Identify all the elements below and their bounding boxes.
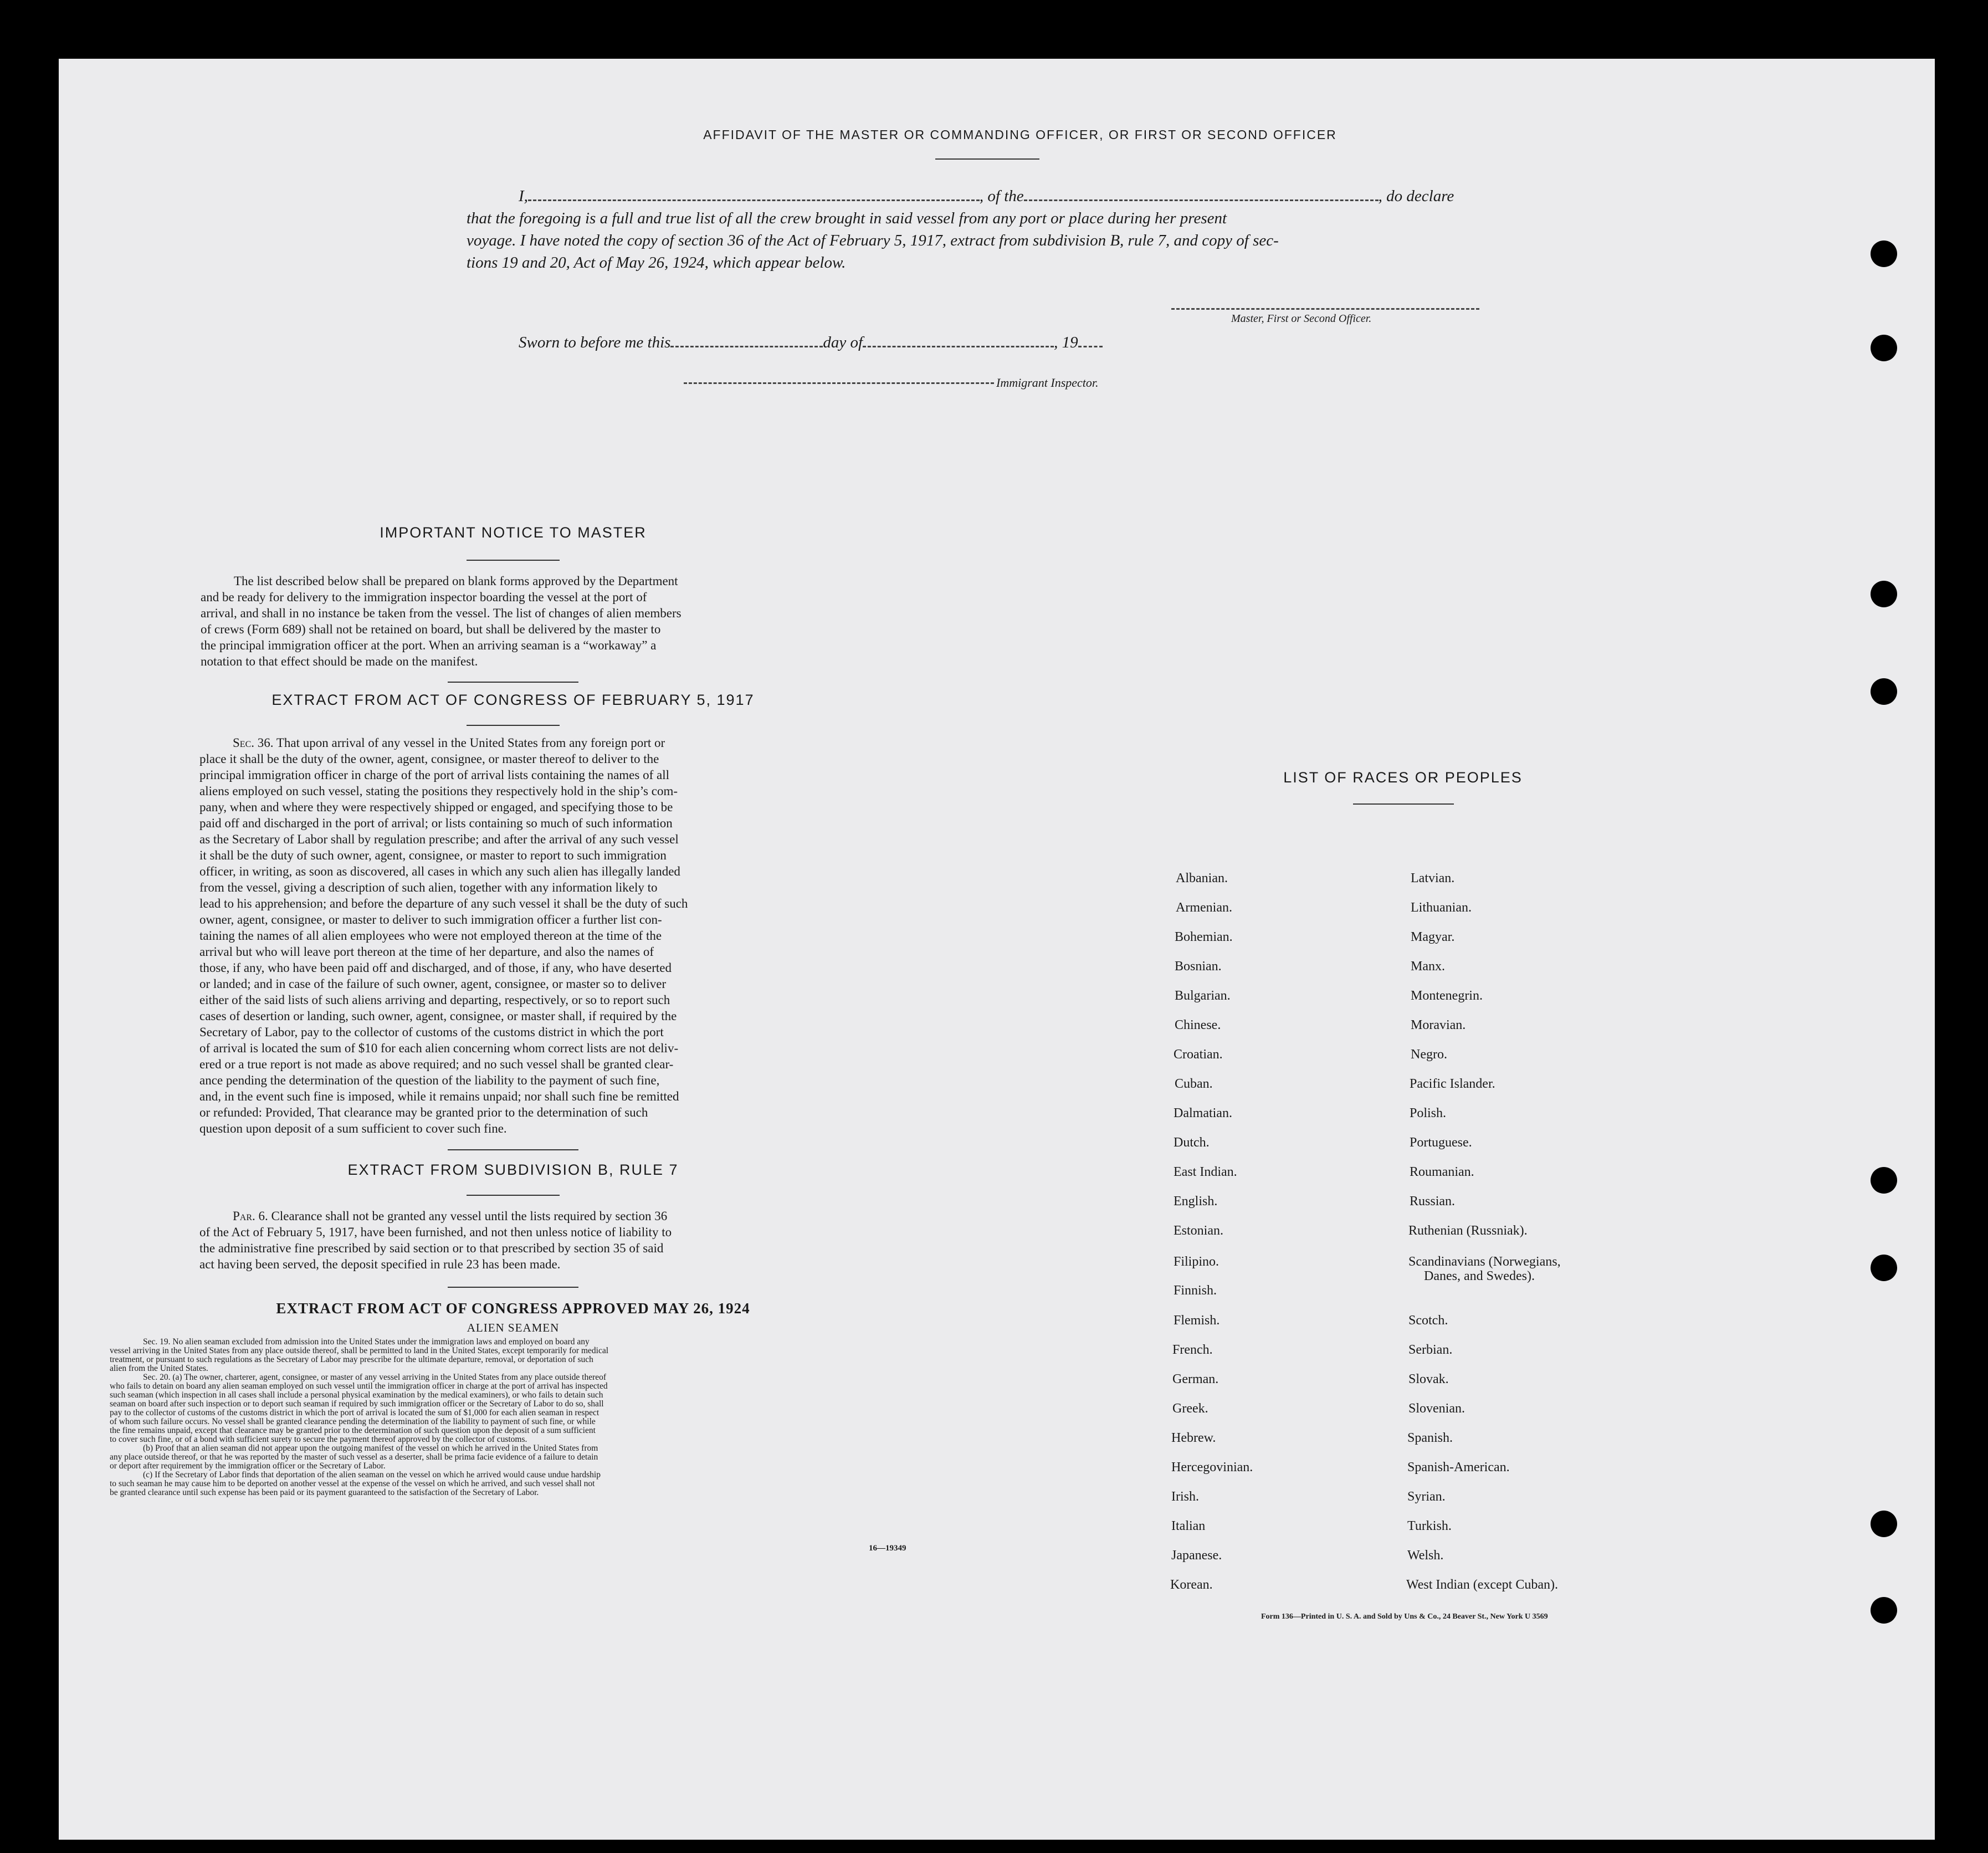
race-right: Russian. <box>1410 1194 1456 1209</box>
race-left: Estonian. <box>1174 1224 1223 1238</box>
rule7-text <box>199 1208 889 1272</box>
day-blank[interactable] <box>670 346 823 347</box>
sec19-line: treatment, or pursuant to such regulations as the Secretary of Labor may prescribe for the ultimate departure, removal, or deportation of such <box>110 1355 593 1364</box>
race-right: Moravian. <box>1411 1018 1466 1032</box>
sworn-line <box>519 334 1294 352</box>
race-right: Danes, and Swedes). <box>1424 1269 1535 1283</box>
sec20-line: of whom such failure occurs. No vessel shall be granted clearance pending the determination of the liability to payment of such fine, or while <box>110 1417 596 1426</box>
par6-line: act having been served, the deposit specified in rule 23 has been made. <box>199 1257 561 1271</box>
extract-1917-title-rule <box>467 725 560 726</box>
race-left: Albanian. <box>1176 871 1228 885</box>
notice-text <box>201 573 890 669</box>
notice-title: IMPORTANT NOTICE TO MASTER <box>380 524 647 541</box>
race-left: German. <box>1172 1372 1219 1386</box>
race-right: Roumanian. <box>1410 1165 1474 1179</box>
sec20-line: (b) Proof that an alien seaman did not appear upon the outgoing manifest of the vessel on which he arrived in the United States from <box>143 1444 598 1453</box>
sec19-line: Sec. 19. No alien seaman excluded from admission into the United States under the immigration laws and employed on board any <box>143 1337 590 1347</box>
race-left: Bohemian. <box>1175 930 1233 944</box>
race-left: Korean. <box>1170 1578 1213 1592</box>
printer-footer: Form 136—Printed in U. S. A. and Sold by Uns & Co., 24 Beaver St., New York U 3569 <box>1261 1613 1548 1621</box>
notice-line: of crews (Form 689) shall not be retained on board, but shall be delivered by the master to <box>201 622 661 636</box>
affidavit-line-3: voyage. I have noted the copy of section 36 of the Act of February 5, 1917, extract from subdivision B, rule 7, and copy of sec- <box>467 232 1279 249</box>
race-left: Dutch. <box>1174 1135 1210 1150</box>
extract-1924-text <box>110 1338 916 1497</box>
sec19-line: vessel arriving in the United States from any place outside thereof, shall be permitted to land in the United States, except temporarily for medical <box>110 1346 609 1355</box>
race-left: Cuban. <box>1175 1077 1213 1091</box>
sec36-label: Sec. 36. <box>233 736 274 750</box>
race-right: West Indian (except Cuban). <box>1406 1578 1558 1592</box>
race-right: Montenegrin. <box>1411 989 1483 1003</box>
race-right: Syrian. <box>1407 1489 1446 1504</box>
sec20-line: pay to the collector of customs of the customs district in which the port of arrival is located the sum of $1,000 for each alien seaman in respect <box>110 1408 600 1417</box>
sec36-line: as the Secretary of Labor shall by regulation prescribe; and after the arrival of any such vessel <box>199 832 679 846</box>
race-left: English. <box>1174 1194 1218 1209</box>
notice-end-rule <box>448 682 578 683</box>
notice-title-rule <box>467 560 560 561</box>
extract-1917-text <box>199 735 889 1137</box>
sec20-line: Sec. 20. (a) The owner, charterer, agent, consignee, or master of any vessel arriving in the United States from any place outside thereof <box>143 1373 607 1382</box>
sec20-line: or deport after requirement by the immigration officer or the Secretary of Labor. <box>110 1461 386 1471</box>
race-left: Armenian. <box>1176 900 1232 915</box>
sec36-line: owner, agent, consignee, or master to deliver to such immigration officer a further list con- <box>199 913 662 926</box>
rule7-end-rule <box>448 1287 578 1288</box>
extract-1924-subtitle: ALIEN SEAMEN <box>467 1321 560 1334</box>
race-right: Spanish-American. <box>1407 1460 1510 1475</box>
sec36-line: officer, in writing, as soon as discovered, all cases in which any such alien has illegally landed <box>199 864 680 878</box>
sec36-line: it shall be the duty of such owner, agent, consignee, or master to report to such immigration <box>199 848 667 862</box>
race-left: Japanese. <box>1171 1548 1222 1563</box>
binder-hole-4 <box>1871 678 1897 705</box>
extract-1917-end-rule <box>448 1149 578 1150</box>
sec20-line: any place outside thereof, or that he was reported by the master of such vessel as a deserter, shall be prima facie evidence of a failure to detain <box>110 1452 598 1462</box>
month-blank[interactable] <box>863 346 1054 347</box>
binder-hole-6 <box>1871 1255 1897 1281</box>
sec20-line: to such seaman he may cause him to be deported on another vessel at the expense of the vessel on which he arrived, and such vessel shall not <box>110 1479 595 1488</box>
sec36-line: Secretary of Labor, pay to the collector of customs of the customs district in which the port <box>199 1025 664 1039</box>
sec20-line: the fine remains unpaid, except that clearance may be granted prior to the determination of such question upon the deposit of a sum sufficient <box>110 1426 596 1435</box>
notice-line: and be ready for delivery to the immigration inspector boarding the vessel at the port of <box>201 590 647 604</box>
form-page <box>59 59 1935 1840</box>
notice-line: The list described below shall be prepared on blank forms approved by the Department <box>234 574 678 588</box>
year-label: , 19 <box>1054 334 1078 351</box>
race-right: Latvian. <box>1411 871 1455 885</box>
affidavit-line-4: tions 19 and 20, Act of May 26, 1924, which appear below. <box>467 254 846 272</box>
rule7-title: EXTRACT FROM SUBDIVISION B, RULE 7 <box>347 1161 679 1178</box>
par6-first: Clearance shall not be granted any vessel until the lists required by section 36 <box>271 1209 668 1223</box>
sec36-line: either of the said lists of such aliens arriving and departing, respectively, or so to report such <box>199 993 670 1007</box>
race-right: Negro. <box>1411 1047 1447 1062</box>
races-title: LIST OF RACES OR PEOPLES <box>1283 769 1523 786</box>
races-title-rule <box>1353 803 1454 805</box>
affidavit-line-1 <box>519 187 1575 206</box>
race-left: Chinese. <box>1175 1018 1221 1032</box>
race-left: Irish. <box>1171 1489 1199 1504</box>
race-left: Flemish. <box>1174 1313 1220 1328</box>
race-left: Greek. <box>1172 1401 1208 1416</box>
sec36-line: taining the names of all alien employees who were not employed thereon at the time of the <box>199 929 662 943</box>
race-left: Bosnian. <box>1175 959 1222 974</box>
sec20-line: seaman on board after such inspection or to deport such seaman if required by such immigration officer or the Secretary of Labor to do so, shall <box>110 1399 604 1409</box>
sec36-line: place it shall be the duty of the owner, agent, consignee, or master thereof to deliver to the <box>199 752 659 766</box>
name-blank[interactable] <box>528 199 980 201</box>
race-right: Pacific Islander. <box>1410 1077 1495 1091</box>
race-left: Filipino. <box>1174 1255 1220 1269</box>
race-right: Turkish. <box>1407 1519 1452 1533</box>
inspector-signature-line[interactable] <box>684 382 994 384</box>
sec36-line: ered or a true report is not made as above required; and no such vessel shall be granted clear- <box>199 1057 674 1071</box>
notice-line: the principal immigration officer at the port. When an arriving seaman is a “workaway” a <box>201 638 657 652</box>
affidavit-i-label: I, <box>519 187 528 205</box>
sec36-line: principal immigration officer in charge of the port of arrival lists containing the names of all <box>199 768 669 782</box>
sec36-line: arrival but who will leave port thereon at the time of her departure, and also the names of <box>199 945 654 959</box>
day-of-label: day of <box>823 334 863 351</box>
race-right: Portuguese. <box>1410 1135 1472 1150</box>
race-right: Serbian. <box>1408 1343 1453 1357</box>
extract-1924-title: EXTRACT FROM ACT OF CONGRESS APPROVED MAY 26, 1924 <box>276 1300 750 1317</box>
master-caption: Master, First or Second Officer. <box>1231 313 1372 325</box>
sec36-line <box>199 735 889 751</box>
affidavit-title: AFFIDAVIT OF THE MASTER OR COMMANDING OFFICER, OR FIRST OR SECOND OFFICER <box>703 127 1337 142</box>
race-left: Italian <box>1171 1519 1206 1533</box>
race-right: Magyar. <box>1411 930 1455 944</box>
sec36-first: That upon arrival of any vessel in the United States from any foreign port or <box>276 736 665 750</box>
sec36-line: ance pending the determination of the question of the liability to the payment of such fine, <box>199 1073 660 1087</box>
sec36-line: or landed; and in case of the failure of such owner, agent, consignee, or master so to deliver <box>199 977 667 991</box>
sec20-line: such seaman (which inspection in all cases shall include a personal physical examination by the medical examiners), or who fails to detain such <box>110 1390 603 1400</box>
sec20-line: who fails to detain on board any alien seaman employed on such vessel until the immigration officer in charge at the port of arrival has inspected <box>110 1381 608 1391</box>
race-left: Hebrew. <box>1171 1431 1216 1445</box>
race-left: Finnish. <box>1174 1283 1217 1298</box>
notice-line: arrival, and shall in no instance be taken from the vessel. The list of changes of alien members <box>201 606 682 620</box>
race-left: French. <box>1172 1343 1213 1357</box>
notice-line: notation to that effect should be made on the manifest. <box>201 654 478 668</box>
sec36-line: pany, when and where they were respectively shipped or engaged, and specifying those to be <box>199 800 673 814</box>
sec36-line: question upon deposit of a sum sufficient to cover such fine. <box>199 1122 507 1135</box>
race-right: Slovak. <box>1408 1372 1449 1386</box>
race-right: Welsh. <box>1407 1548 1444 1563</box>
sworn-label: Sworn to before me this <box>519 334 671 351</box>
par6-line <box>199 1208 889 1224</box>
sec36-line: aliens employed on such vessel, stating the positions they respectively hold in the ship’s com- <box>199 784 678 798</box>
affidavit-do-declare: , do declare <box>1378 187 1454 205</box>
extract-1917-title: EXTRACT FROM ACT OF CONGRESS OF FEBRUARY 5, 1917 <box>271 692 755 708</box>
race-right: Ruthenian (Russniak). <box>1408 1224 1528 1238</box>
form-code: 16—19349 <box>869 1544 906 1553</box>
sec36-line: those, if any, who have been paid off and discharged, and of those, if any, who have deserted <box>199 961 672 975</box>
race-left: Dalmatian. <box>1174 1106 1232 1120</box>
race-left: Croatian. <box>1174 1047 1223 1062</box>
race-right: Manx. <box>1411 959 1445 974</box>
sec19-line: alien from the United States. <box>110 1364 208 1373</box>
sec36-line: cases of desertion or landing, such owner, agent, consignee, or master shall, if required by the <box>199 1009 677 1023</box>
sec20-line: (c) If the Secretary of Labor finds that deportation of the alien seaman on the vessel on which he arrived would cause undue hardship <box>143 1470 601 1480</box>
race-right: Spanish. <box>1407 1431 1453 1445</box>
sec36-line: from the vessel, giving a description of such alien, together with any information likely to <box>199 881 658 894</box>
sec36-line: or refunded: Provided, That clearance may be granted prior to the determination of such <box>199 1105 648 1119</box>
affidavit-of-the: , of the <box>979 187 1024 205</box>
par6-line: the administrative fine prescribed by said section or to that prescribed by section 35 of said <box>199 1241 664 1255</box>
sec36-line: of arrival is located the sum of $10 for each alien concerning whom correct lists are not deliv- <box>199 1041 679 1055</box>
binder-hole-7 <box>1871 1511 1897 1537</box>
par6-line: of the Act of February 5, 1917, have been furnished, and not then unless notice of liability to <box>199 1225 672 1239</box>
binder-hole-5 <box>1871 1167 1897 1194</box>
race-left: Hercegovinian. <box>1171 1460 1253 1475</box>
binder-hole-2 <box>1871 335 1897 361</box>
race-right: Polish. <box>1410 1106 1447 1120</box>
race-right: Lithuanian. <box>1411 900 1472 915</box>
affidavit-line-2: that the foregoing is a full and true list of all the crew brought in said vessel from any port or place during her present <box>467 209 1227 227</box>
race-right: Scotch. <box>1408 1313 1448 1328</box>
rule7-title-rule <box>467 1195 560 1196</box>
inspector-caption: Immigrant Inspector. <box>996 376 1099 390</box>
sec36-line: paid off and discharged in the port of arrival; or lists containing so much of such information <box>199 816 673 830</box>
year-blank[interactable] <box>1078 346 1103 347</box>
race-left: Bulgarian. <box>1175 989 1231 1003</box>
master-signature-line[interactable] <box>1171 308 1479 310</box>
sec20-line: be granted clearance until such expense has been paid or its payment guaranteed to the satisfaction of the Secretary of Labor. <box>110 1488 539 1497</box>
race-right: Scandinavians (Norwegians, <box>1408 1255 1561 1269</box>
sec36-line: and, in the event such fine is imposed, while it remains unpaid; nor shall such fine be remitted <box>199 1089 679 1103</box>
par6-label: Par. 6. <box>233 1209 268 1223</box>
affidavit-title-rule <box>935 158 1039 160</box>
sec36-line: lead to his apprehension; and before the departure of any such vessel it shall be the duty of such <box>199 897 688 910</box>
race-right: Slovenian. <box>1408 1401 1465 1416</box>
binder-hole-1 <box>1871 240 1897 267</box>
race-left: East Indian. <box>1174 1165 1237 1179</box>
binder-hole-3 <box>1871 581 1897 607</box>
vessel-blank[interactable] <box>1024 199 1379 201</box>
binder-hole-8 <box>1871 1597 1897 1624</box>
sec20-line: to cover such fine, or of a bond with sufficient surety to secure the payment thereof approved by the collector of customs. <box>110 1435 527 1444</box>
